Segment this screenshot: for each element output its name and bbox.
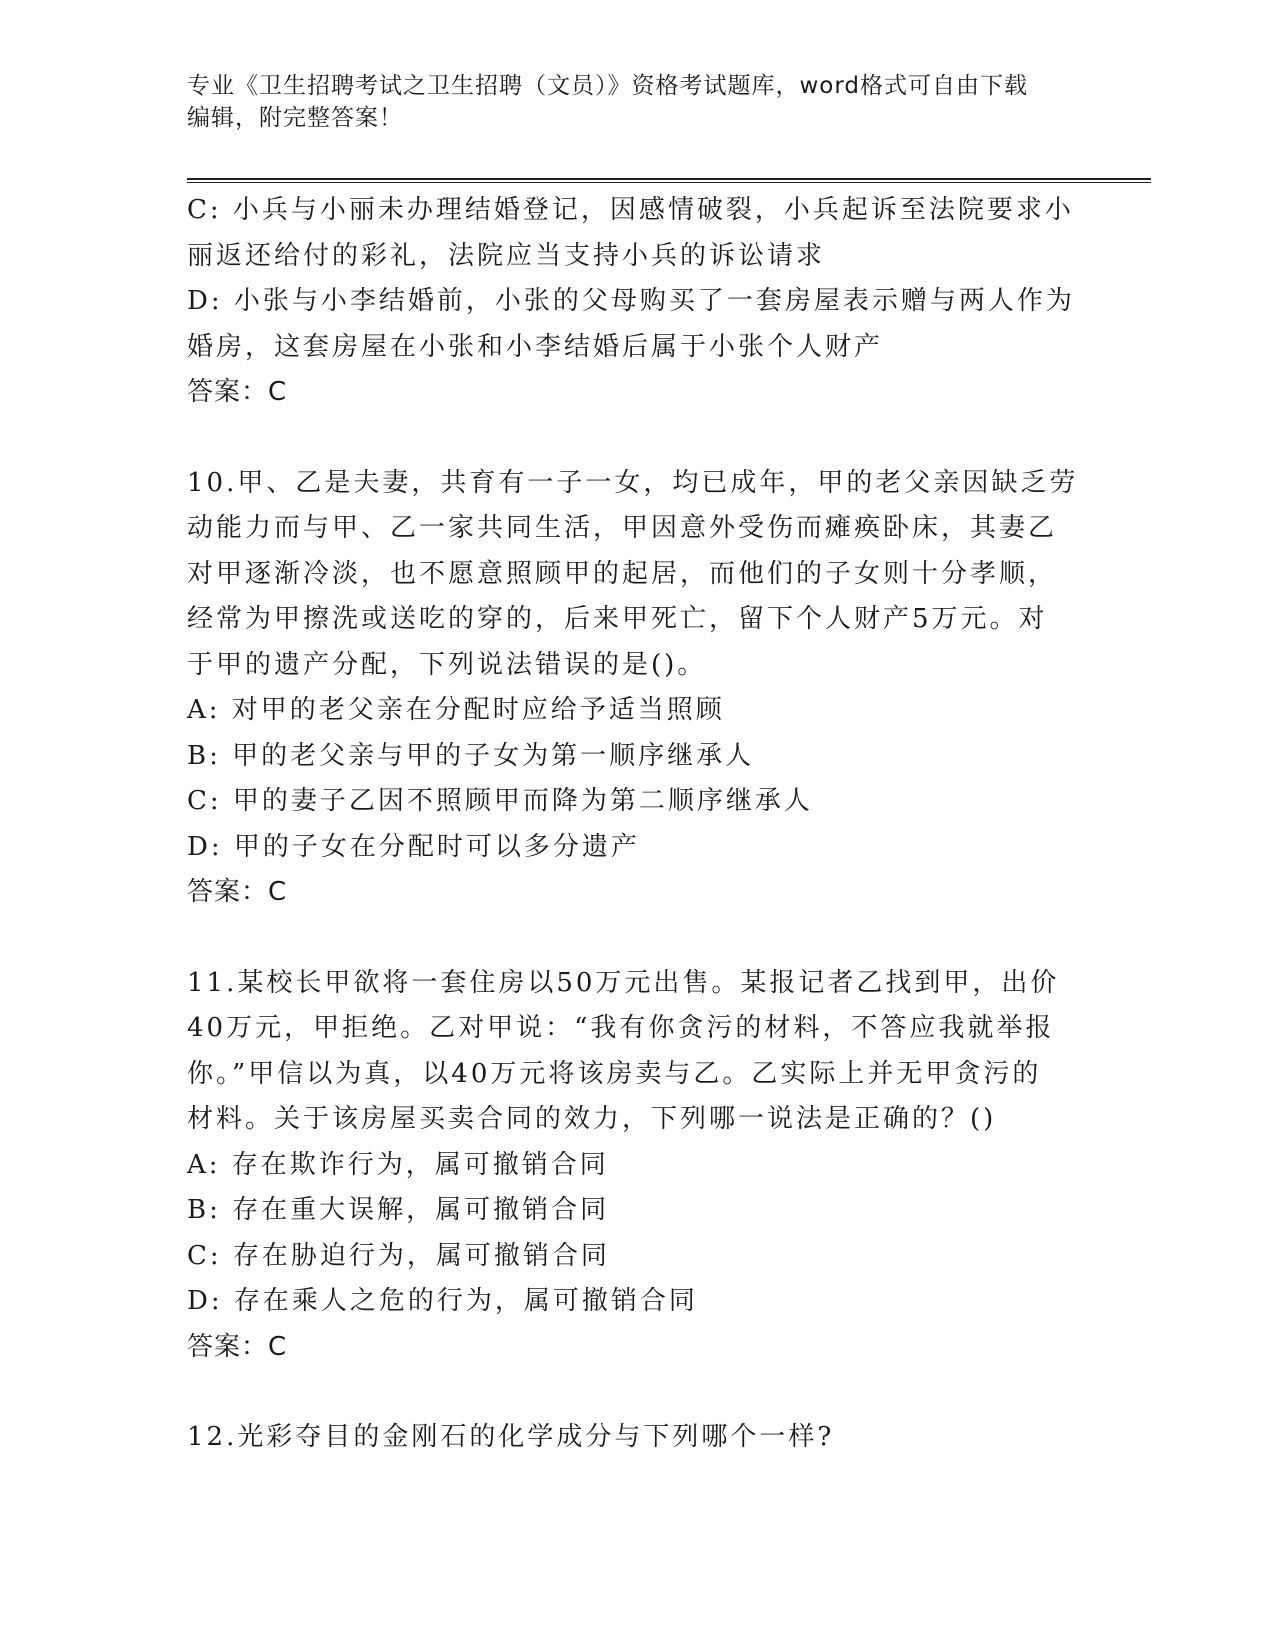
question-9-tail — [187, 188, 1087, 416]
answer: 答案：C — [187, 877, 288, 907]
question-stem-line: 11.某校长甲欲将一套住房以50万元出售。某报记者乙找到甲，出价 — [187, 967, 1060, 998]
option-c-line-1: C: 小兵与小丽未办理结婚登记，因感情破裂，小兵起诉至法院要求小 — [187, 195, 1074, 225]
question-stem-line: 经常为甲擦洗或送吃的穿的，后来甲死亡，留下个人财产5万元。对 — [187, 604, 1048, 634]
question-11 — [187, 961, 1087, 1371]
question-stem-line: 材料。关于该房屋买卖合同的效力，下列哪一说法是正确的？() — [187, 1104, 997, 1134]
option-a: A: 对甲的老父亲在分配时应给予适当照顾 — [187, 695, 725, 725]
question-stem-line: 12.光彩夺目的金刚石的化学成分与下列哪个一样? — [187, 1422, 835, 1452]
question-stem-line: 于甲的遗产分配，下列说法错误的是()。 — [187, 649, 707, 680]
question-10 — [187, 461, 1087, 916]
page-header — [187, 70, 1067, 134]
answer: 答案：C — [187, 1331, 288, 1362]
question-stem-line: 10.甲、乙是夫妻，共育有一子一女，均已成年，甲的老父亲因缺乏劳 — [187, 467, 1079, 498]
option-c: C: 甲的妻子乙因不照顾甲而降为第二顺序继承人 — [187, 786, 813, 816]
option-d-line-1: D: 小张与小李结婚前，小张的父母购买了一套房屋表示赠与两人作为 — [187, 286, 1075, 316]
question-stem-line: 对甲逐渐冷淡，也不愿意照顾甲的起居，而他们的子女则十分孝顺， — [187, 558, 1058, 589]
header-divider — [187, 178, 1151, 183]
option-b: B: 存在重大误解，属可撤销合同 — [187, 1195, 610, 1225]
option-d: D: 存在乘人之危的行为，属可撤销合同 — [187, 1286, 698, 1316]
question-stem-line: 动能力而与甲、乙一家共同生活，甲因意外受伤而瘫痪卧床，其妻乙 — [187, 513, 1058, 543]
option-b: B: 甲的老父亲与甲的子女为第一顺序继承人 — [187, 740, 755, 771]
answer: 答案：C — [187, 377, 288, 407]
question-12 — [187, 1415, 1087, 1461]
question-stem-line: 40万元，甲拒绝。乙对甲说：“我有你贪污的材料，不答应我就举报 — [187, 1013, 1055, 1043]
header-line-2: 编辑，附完整答案！ — [187, 105, 403, 131]
option-c: C: 存在胁迫行为，属可撤销合同 — [187, 1240, 610, 1271]
option-d: D: 甲的子女在分配时可以多分遗产 — [187, 831, 640, 862]
option-c-line-2: 丽返还给付的彩礼，法院应当支持小兵的诉讼请求 — [187, 240, 826, 271]
question-stem-line: 你。”甲信以为真，以40万元将该房卖与乙。乙实际上并无甲贪污的 — [187, 1058, 1042, 1089]
header-line-1: 专业《卫生招聘考试之卫生招聘（文员）》资格考试题库，word格式可自由下载 — [187, 73, 1029, 99]
option-d-line-2: 婚房，这套房屋在小张和小李结婚后属于小张个人财产 — [187, 331, 884, 362]
option-a: A: 存在欺诈行为，属可撤销合同 — [187, 1149, 609, 1180]
document-body — [187, 188, 1087, 1461]
